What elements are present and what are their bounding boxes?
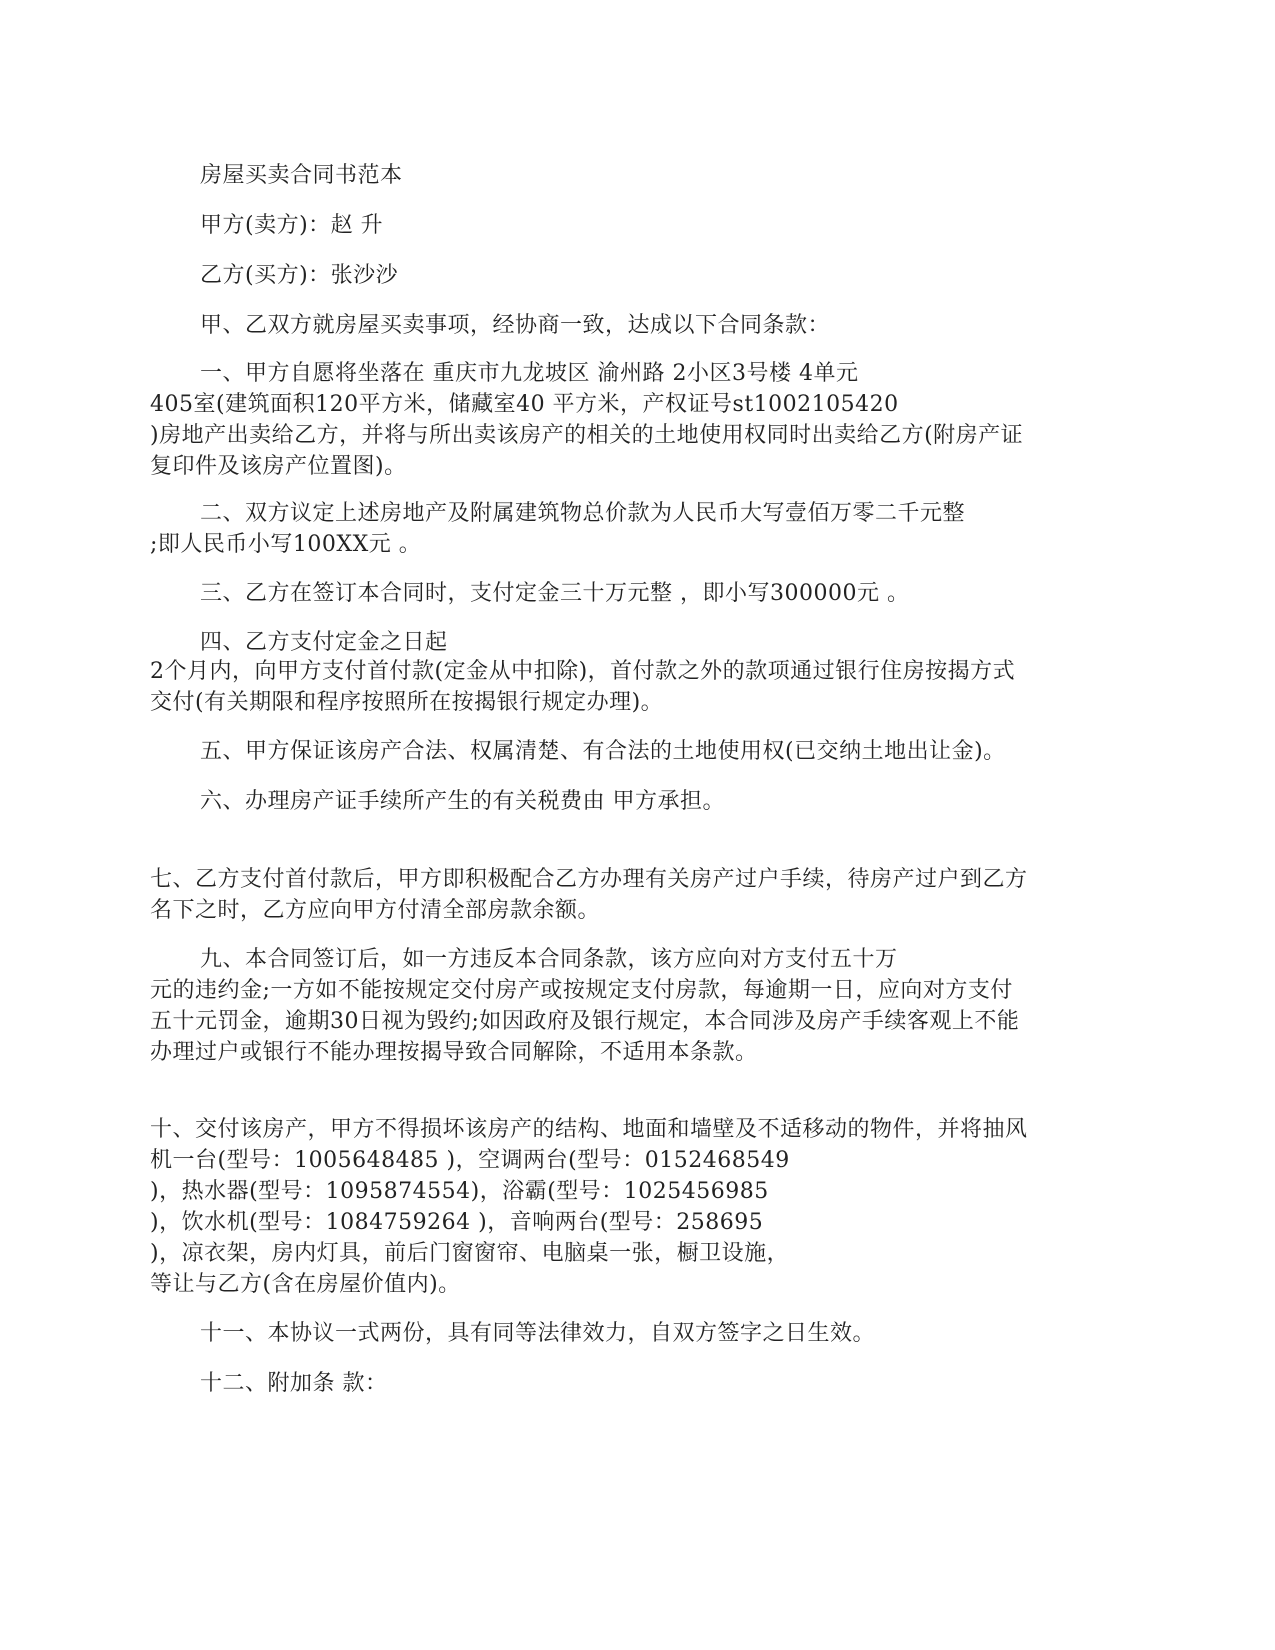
- clause-1-line: 一、甲方自愿将坐落在 重庆市九龙坡区 渝州路 2小区3号楼 4单元: [200, 361, 859, 386]
- clause-7-line: 名下之时，乙方应向甲方付清全部房款余额。: [150, 898, 601, 923]
- clause-9-line: 九、本合同签订后，如一方违反本合同条款，该方应向对方支付五十万: [200, 947, 898, 972]
- clause-9-line: 办理过户或银行不能办理按揭导致合同解除，不适用本条款。: [150, 1040, 758, 1065]
- clause-1-line: 405室(建筑面积120平方米，储藏室40 平方米，产权证号st1002105420: [150, 392, 899, 417]
- party-b: 乙方(买方)：张沙沙: [200, 263, 399, 288]
- clause-10-line: )，凉衣架，房内灯具，前后门窗窗帘、电脑桌一张，橱卫设施，: [150, 1241, 790, 1266]
- clause-2-line: 二、双方议定上述房地产及附属建筑物总价款为人民币大写壹佰万零二千元整: [200, 501, 966, 526]
- clause-9-line: 元的违约金;一方如不能按规定交付房产或按规定支付房款，每逾期一日，应向对方支付: [150, 978, 1013, 1003]
- clause-4-line: 交付(有关期限和程序按照所在按揭银行规定办理)。: [150, 690, 664, 715]
- clause-10-line: 机一台(型号：1005648485 )，空调两台(型号：0152468549: [150, 1148, 790, 1173]
- clause-10-line: )，饮水机(型号：1084759264 )，音响两台(型号：258695: [150, 1210, 764, 1235]
- clause-9-line: 五十元罚金，逾期30日视为毁约;如因政府及银行规定，本合同涉及房产手续客观上不能: [150, 1009, 1020, 1034]
- document-title: 房屋买卖合同书范本: [200, 163, 403, 188]
- clause-10-line: )，热水器(型号：1095874554)，浴霸(型号：1025456985: [150, 1179, 769, 1204]
- clause-10-line: 等让与乙方(含在房屋价值内)。: [150, 1272, 461, 1297]
- clause-10-line: 十、交付该房产，甲方不得损坏该房产的结构、地面和墙壁及不适移动的物件，并将抽风: [150, 1117, 1028, 1142]
- party-a: 甲方(卖方)：赵 升: [200, 213, 384, 238]
- clause-12: 十二、附加条 款：: [200, 1371, 388, 1396]
- clause-11: 十一、本协议一式两份，具有同等法律效力，自双方签字之日生效。: [200, 1321, 876, 1346]
- clause-7-line: 七、乙方支付首付款后，甲方即积极配合乙方办理有关房产过户手续，待房产过户到乙方: [150, 867, 1028, 892]
- intro-paragraph: 甲、乙双方就房屋买卖事项，经协商一致，达成以下合同条款：: [200, 313, 831, 338]
- clause-5: 五、甲方保证该房产合法、权属清楚、有合法的土地使用权(已交纳土地出让金)。: [200, 739, 1006, 764]
- clause-2-line: ;即人民币小写100XX元 。: [150, 532, 422, 557]
- clause-1-line: )房地产出卖给乙方，并将与所出卖该房产的相关的土地使用权同时出卖给乙方(附房产证: [150, 423, 1024, 448]
- clause-4-line: 2个月内，向甲方支付首付款(定金从中扣除)，首付款之外的款项通过银行住房按揭方式: [150, 659, 1016, 684]
- clause-6: 六、办理房产证手续所产生的有关税费由 甲方承担。: [200, 789, 725, 814]
- clause-1-line: 复印件及该房产位置图)。: [150, 454, 407, 479]
- clause-4-line: 四、乙方支付定金之日起: [200, 630, 448, 655]
- clause-3: 三、乙方在签订本合同时，支付定金三十万元整 ，即小写300000元 。: [200, 581, 910, 606]
